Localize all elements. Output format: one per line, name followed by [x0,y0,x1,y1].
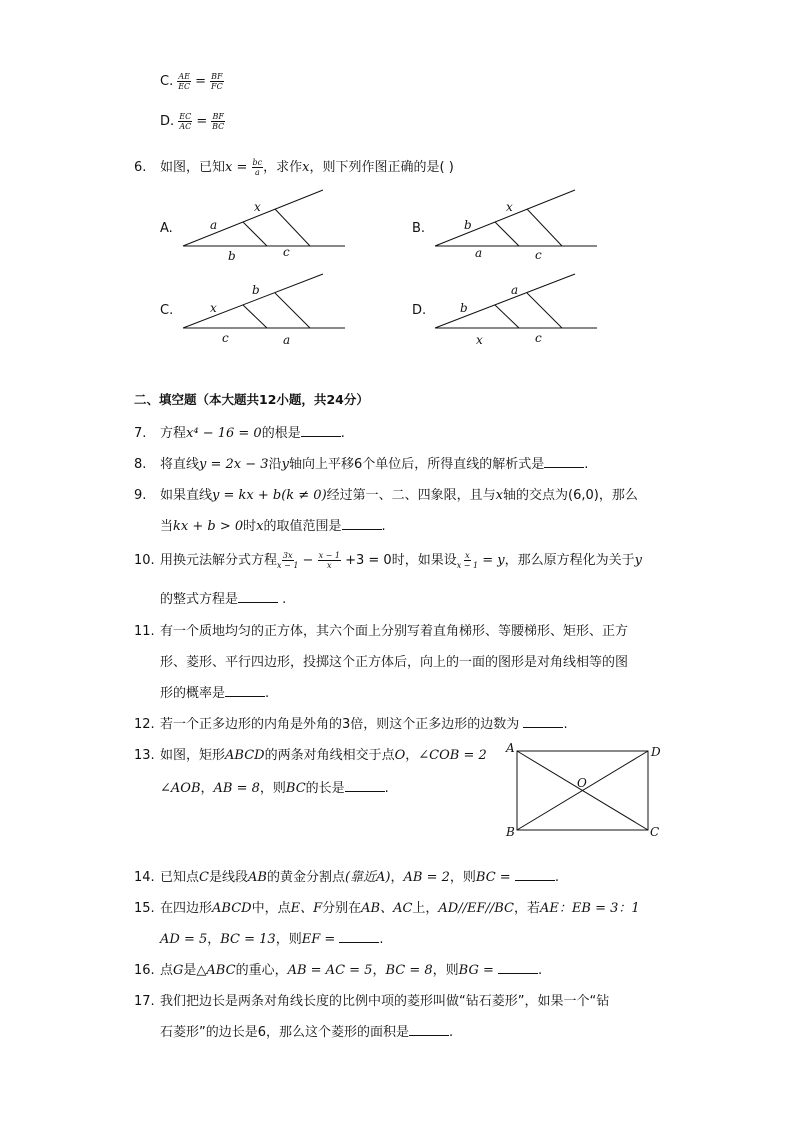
figure-c-upper1: x [210,301,217,315]
answer-blank[interactable] [238,591,278,603]
answer-blank[interactable] [342,518,382,530]
section-2-title: 二、填空题（本大题共12小题，共24分） [134,392,369,407]
question-11-line-3: 形的概率是 . [160,686,270,701]
label-d: D [651,745,661,759]
figure-b [412,190,597,262]
figure-b-lower1: a [475,246,483,260]
rectangle-figure [500,740,670,840]
question-11: 11. 有一个质地均匀的正方体，其六个面上分别写着直角梯形、等腰梯形、矩形、正方 [134,624,629,639]
answer-blank[interactable] [523,716,563,728]
figure-a [160,190,345,263]
question-17: 17. 我们把边长是两条对角线长度的比例中项的菱形叫做“钻石菱形”，如果一个“钻 [134,994,610,1009]
figure-b-lower2: c [535,248,542,262]
question-16: 16. 点G是△ABC的重心，AB = AC = 5，BC = 8，则BG = . [134,963,543,978]
figure-a-upper1: a [210,218,218,232]
figure-c [160,274,345,347]
question-8: 8. 将直线y = 2x − 3沿y轴向上平移6个单位后，所得直线的解析式是 . [134,457,589,472]
option-d: D. $\frac{EC}{AC}$ = $\frac{BF}{BC}$ [160,112,225,131]
figure-a-upper2: x [254,200,261,214]
question-9: 9. 如果直线y = kx + b(k ≠ 0)经过第一、二、四象限，且与x轴的交点为(6,0)，那么 [134,488,638,503]
figure-d-upper1: b [460,301,468,315]
figure-a-lower2: c [283,245,290,259]
figure-d-lower1: x [476,333,483,347]
label-c: C [650,825,660,839]
question-10: 10. 用换元法解分式方程 $\frac{3x}{x - 1}$ − $\frac{x - 1}{x}$ +3 = 0时，如果设 $\frac{x}{x - 1}$ = y，那么原方程化为关于y [134,551,642,570]
answer-blank[interactable] [301,425,341,437]
figure-d [412,274,597,347]
answer-blank[interactable] [409,1024,449,1036]
figure-c-upper2: b [252,283,260,297]
question-13-line-2: ∠AOB，AB = 8，则BC的长是 . [160,781,389,796]
question-14: 14. 已知点C是线段AB的黄金分割点(靠近A)，AB = 2，则BC = . [134,870,559,885]
question-9-line-2: 当kx + b > 0时x的取值范围是 . [160,519,386,534]
figure-d-lower2: c [535,331,542,345]
question-7: 7. 方程x⁴ − 16 = 0的根是 . [134,426,345,441]
figure-d-upper2: a [511,283,519,297]
figure-a-lower1: b [228,249,236,263]
figure-a-letter: A. [160,221,173,236]
answer-blank[interactable] [544,456,584,468]
figure-b-upper1: b [464,218,472,232]
figure-c-lower1: c [222,331,229,345]
label-a: A [506,741,515,755]
question-12: 12. 若一个正多边形的内角是外角的3倍，则这个正多边形的边数为 . [134,717,568,732]
answer-blank[interactable] [498,962,538,974]
question-13: 13. 如图，矩形ABCD的两条对角线相交于点O，∠COB = 2 [134,748,487,763]
option-c: C. $\frac{AE}{EC}$ = $\frac{BF}{FC}$ [160,72,223,91]
question-6: 6. 如图，已知x = $\frac{bc}{a}$ ，求作x，则下列作图正确的是( ) [134,158,454,177]
figure-b-upper2: x [506,200,513,214]
question-15-line-2: AD = 5，BC = 13，则EF = . [160,932,384,947]
question-6-figures [150,182,620,352]
answer-blank[interactable] [345,780,385,792]
answer-blank[interactable] [225,685,265,697]
figure-d-letter: D. [412,303,427,318]
question-17-line-2: 石菱形”的边长是6，那么这个菱形的面积是 . [160,1025,454,1040]
figure-c-lower2: a [283,333,291,347]
question-15: 15. 在四边形ABCD中，点E、F分别在AB、AC上，AD//EF//BC，若AE：EB = 3：1 [134,901,640,916]
answer-blank[interactable] [515,869,555,881]
answer-blank[interactable] [339,931,379,943]
label-o: O [577,776,587,790]
figure-b-letter: B. [412,221,426,236]
label-b: B [506,825,515,839]
question-10-line-2: 的整式方程是 . [160,592,287,607]
question-11-line-2: 形、菱形、平行四边形，投掷这个正方体后，向上的一面的图形是对角线相等的图 [160,655,629,670]
figure-c-letter: C. [160,303,174,318]
